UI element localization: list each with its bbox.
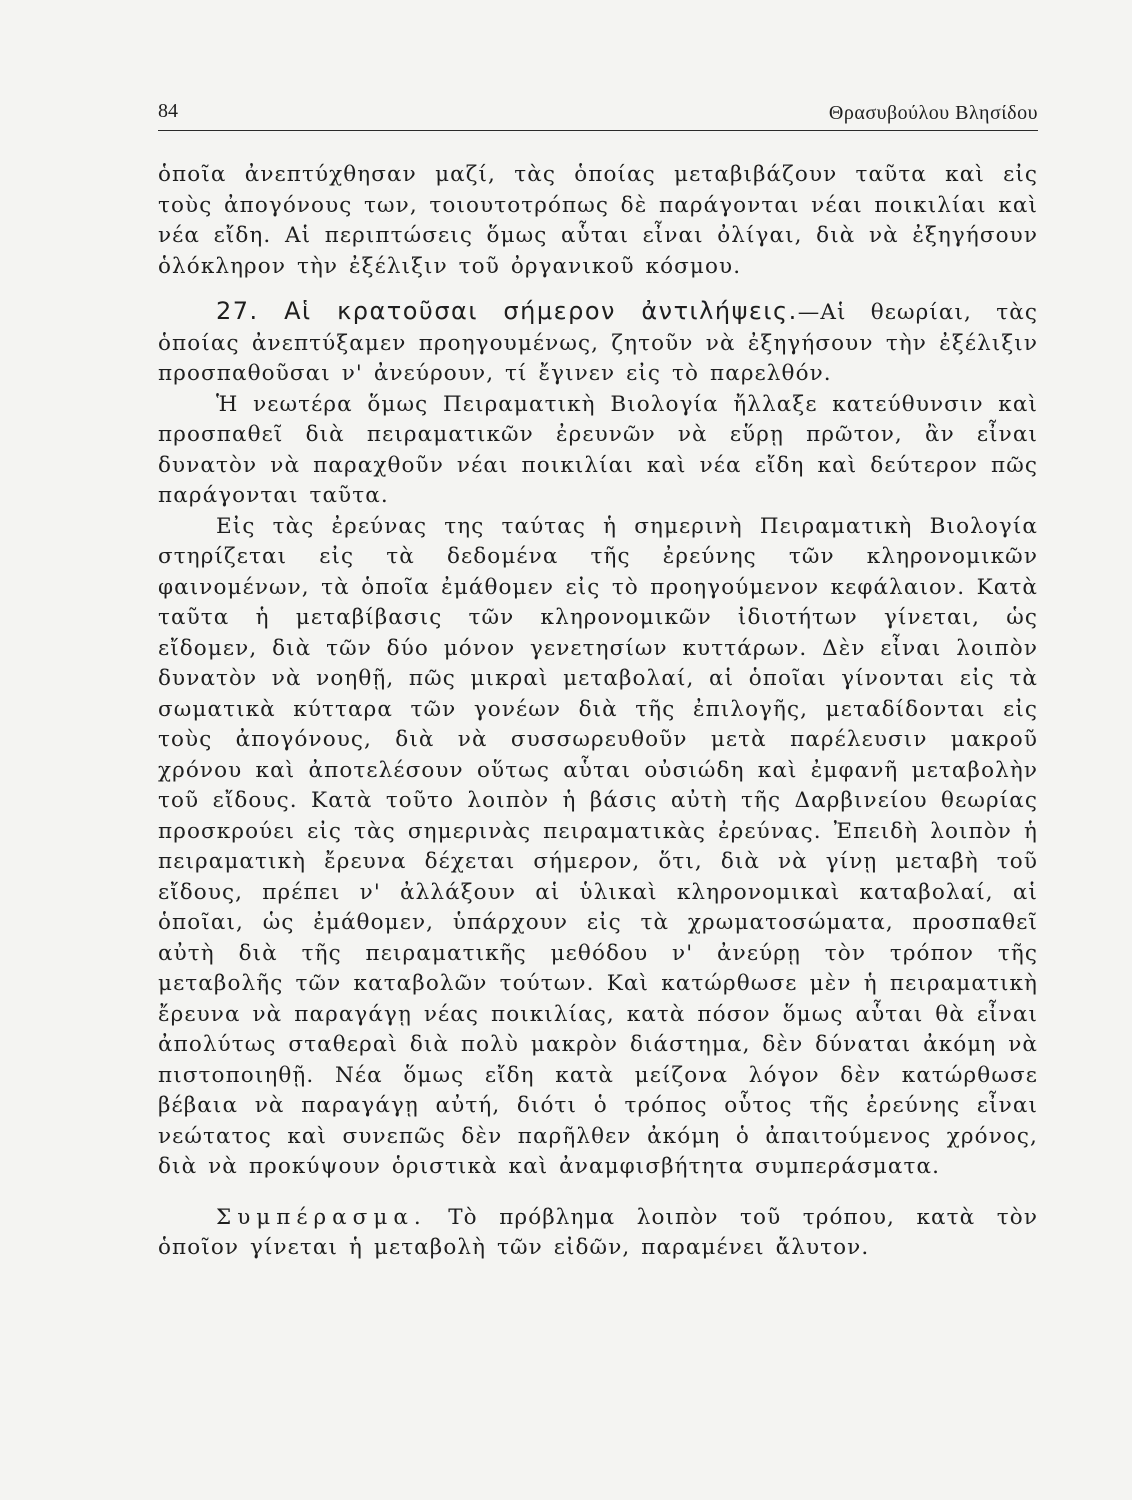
section-paragraph-text: —Αἱ θεωρίαι, τὰς ὁποίας ἀνεπτύξαμεν προηγουμένως, ζητοῦν νὰ ἐξηγήσουν τὴν ἐξέλιξιν προσπαθοῦσαι ν' ἀνεύρουν, τί ἔγινεν εἰς τὸ παρελθόν. xyxy=(158,300,1039,386)
paragraph-section-27 xyxy=(158,296,1038,390)
conclusion-label: Συμπέρασμα. xyxy=(216,1204,427,1230)
running-title: Θρασυβούλου Βλησίδου xyxy=(828,102,1038,124)
page-header xyxy=(158,100,1038,131)
section-heading: 27. Αἱ κρατοῦσαι σήμερον ἀντιλήψεις. xyxy=(216,297,798,325)
body-text xyxy=(158,160,1038,1264)
paragraph-3: Ἡ νεωτέρα ὅμως Πειραματικὴ Βιολογία ἤλλαξε κατεύθυνσιν καὶ προσπαθεῖ διὰ πειραματικῶν ἐρευνῶν νὰ εὕρῃ πρῶτον, ἂν εἶναι δυνατὸν νὰ παραχθοῦν νέαι ποικιλίαι καὶ νέα εἴδη καὶ δεύτερον πῶς παράγονται ταῦτα. xyxy=(158,391,1038,508)
paragraph-conclusion xyxy=(158,1203,1038,1264)
paragraph-1: ὁποῖα ἀνεπτύχθησαν μαζί, τὰς ὁποίας μεταβιβάζουν ταῦτα καὶ εἰς τοὺς ἀπογόνους των, τοιουτοτρόπως δὲ παράγονται νέαι ποικιλίαι καὶ νέα εἴδη. Αἱ περιπτώσεις ὅμως αὗται εἶναι ὀλίγαι, διὰ νὰ ἐξηγήσουν ὁλόκληρον τὴν ἐξέλιξιν τοῦ ὀργανικοῦ κόσμου. xyxy=(158,162,1038,279)
paragraph-4: Εἰς τὰς ἐρεύνας της ταύτας ἡ σημερινὴ Πειραματικὴ Βιολογία στηρίζεται εἰς τὰ δεδομένα τῆς ἐρεύνης τῶν κληρονομικῶν φαινομένων, τὰ ὁποῖα ἐμάθομεν εἰς τὸ προηγούμενον κεφάλαιον. Κατὰ ταῦτα ἡ μεταβίβασις τῶν κληρονομικῶν ἰδιοτήτων γίνεται, ὡς εἴδομεν, διὰ τῶν δύο μόνον γενετησίων κυττάρων. Δὲν εἶναι λοιπὸν δυνατὸν νὰ νοηθῇ, πῶς μικραὶ μεταβολαί, αἱ ὁποῖαι γίνονται εἰς τὰ σωματικὰ κύτταρα τῶν γονέων διὰ τῆς ἐπιλογῆς, μεταδίδονται εἰς τοὺς ἀπογόνους, διὰ νὰ συσσωρευθοῦν μετὰ παρέλευσιν μακροῦ χρόνου καὶ ἀποτελέσουν οὕτως αὗται οὐσιώδη καὶ ἐμφανῆ μεταβολὴν τοῦ εἴδους. Κατὰ τοῦτο λοιπὸν ἡ βάσις αὐτὴ τῆς Δαρβινείου θεωρίας προσκρούει εἰς τὰς σημερινὰς πειραματικὰς ἐρεύνας. Ἐπειδὴ λοιπὸν ἡ πειραματικὴ ἔρευνα δέχεται σήμερον, ὅτι, διὰ νὰ γίνῃ μεταβὴ τοῦ εἴδους, πρέπει ν' ἀλλάξουν αἱ ὑλικαὶ κληρονομικαὶ καταβολαί, αἱ ὁποῖαι, ὡς ἐμάθομεν, ὑπάρχουν εἰς τὰ χρωματοσώματα, προσπαθεῖ αὐτὴ διὰ τῆς πειραματικῆς μεθόδου ν' ἀνεύρῃ τὸν τρόπον τῆς μεταβολῆς τῶν καταβολῶν τούτων. Καὶ κατώρθωσε μὲν ἡ πειραματικὴ ἔρευνα νὰ παραγάγῃ νέας ποικιλίας, κατὰ πόσον ὅμως αὗται θὰ εἶναι ἀπολύτως σταθεραὶ διὰ πολὺ μακρὸν διάστημα, δὲν δύναται ἀκόμη νὰ πιστοποιηθῇ. Νέα ὅμως εἴδη κατὰ μείζονα λόγον δὲν κατώρθωσε βέβαια νὰ παραγάγῃ αὐτή, διότι ὁ τρόπος οὗτος τῆς ἐρεύνης εἶναι νεώτατος καὶ συνεπῶς δὲν παρῆλθεν ἀκόμη ὁ ἀπαιτούμενος χρόνος, διὰ νὰ προκύψουν ὁριστικὰ καὶ ἀναμφισβήτητα συμπεράσματα. xyxy=(158,513,1038,1179)
conclusion-text: Τὸ πρόβλημα λοιπὸν τοῦ τρόπου, κατὰ τὸν ὁποῖον γίνεται ἡ μεταβολὴ τῶν εἰδῶν, παραμένει ἄλυτον. xyxy=(158,1204,1038,1260)
page-number: 84 xyxy=(158,100,178,122)
